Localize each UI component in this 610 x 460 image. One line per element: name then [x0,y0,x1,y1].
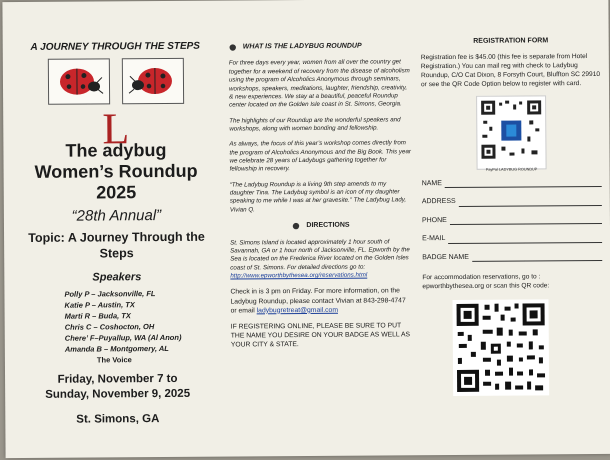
registration-fields [422,178,603,262]
checkin-text: Check in is 3 pm on Friday. For more information, on the Ladybug Roundup, please contact Vivian at 843-298-4747 or email ladybugretreat@gmail.com [230,287,406,315]
qr-code-icon [453,299,550,396]
founder-quote: “The Ladybug Roundup is a living 9th step amends to my daughter Tina. The Ladybug symbol is an icon of my daughter speaking to me while I was at her gravesite.” The Ladybug Lady, Vivian Q. [229,180,407,214]
registration-heading: REGISTRATION FORM [473,37,549,45]
registration-fee-text: Registration fee is $45.00 (this fee is separate from Hotel Registration.) You can mail reg with check to Ladybug Roundup, C/O Cat Dixon, 8 Forsyth Court, Bluffton SC 29910 or see the QR Code Option below to register with card. [420,53,601,89]
bug-bullet-icon [229,43,237,51]
qr-code-icon [477,96,545,162]
ladybug-photo-left [47,58,109,104]
date-start: Friday, November 7 to [57,372,178,386]
voice-label: The Voice [96,354,132,365]
title-ladybug-suffix: adybug [102,139,167,161]
focus-paragraph: As always, the focus of this year’s workshop comes directly from the program of Alcoholics Anonymous and the Big Book. This year we celebrate 28 years of Ladybugs gathering together for fellowship in recovery. [229,139,411,173]
topic: Topic: A Journey Through the Steps [28,229,205,261]
ladybug-images [13,58,218,105]
bug-bullet-icon [292,222,300,230]
highlights-paragraph: The highlights of our Roundup are the wonderful speakers and workshops, along with women bonding and fellowship. [229,115,401,133]
intro-paragraph: For three days every year, women from all over the country get together for a weekend of recovery from the disease of alcoholism using the program of Alcoholics Anonymous through seminars, workshops, speakers, meditations, laughter, friendship, creativity, & new experiences. We stay at a beautiful, peaceful Roundup center located on the Golden Isle coast in St. Simons, Georgia. [228,58,410,109]
speaker-item: Polly P – Jacksonville, FL [64,289,156,300]
title-line2: Women’s Roundup [34,160,198,182]
online-registration-note: IF REGISTERING ONLINE, PLEASE BE SURE TO PUT THE NAME YOU DESIRE ON YOUR BADGE AS WELL AS YOUR CITY & STATE. [230,322,411,349]
event-location: St. Simons, GA [76,412,160,426]
directions-heading: DIRECTIONS [230,220,412,231]
accommodation-text: For accommodation reservations, go to : epworthbythesea.org or scan this QR code: [422,273,550,291]
title-initial: L [102,104,130,154]
phone-field[interactable]: PHONE [422,215,602,226]
speaker-item: Marti R – Buda, TX [64,311,131,321]
contact-email-link[interactable]: ladybugretreat@gmail.com [256,306,339,315]
ladybug-icon [52,62,104,100]
speaker-item: Chris C – Coshocton, OH [64,322,155,332]
address-field[interactable]: ADDRESS [422,196,602,207]
middle-column [229,41,413,357]
accommodation-qr-code[interactable] [453,299,550,396]
flyer-page [2,0,610,458]
ladybug-photo-right [121,58,183,104]
title-year: 2025 [96,182,137,203]
speaker-item: Amanda B – Montgomery, AL [64,343,169,354]
speakers-heading: Speakers [92,271,142,284]
right-column [421,36,604,396]
event-title [13,140,218,205]
name-field[interactable]: NAME [422,178,602,189]
paypal-caption: PayPal LADYBUG ROUNDUP [485,167,538,172]
strapline: A JOURNEY THROUGH THE STEPS [30,40,201,53]
paypal-qr-code[interactable] [476,95,547,172]
speaker-list [14,289,219,356]
event-dates [15,371,220,403]
directions-link[interactable]: http://www.epworthbythesea.org/reservations.html [230,271,368,280]
badge-name-field[interactable]: BADGE NAME [422,252,602,263]
directions-text: St. Simons Island is located approximately 1 hour south of Savannah, GA or 1 hour north of Jacksonville, FL. Epworth by the Sea is located on the Frederica River located on the Golden Isles coast of St. Simons. For detailed directions go to: http://www.epworthbythesea.org/reservations.html [230,238,410,280]
annual-label: “28th Annual” [71,207,162,225]
what-is-heading: WHAT IS THE LADYBUG ROUNDUP [229,41,411,52]
date-end: Sunday, November 9, 2025 [45,387,191,401]
ladybug-icon [126,62,178,100]
title-the: The [65,140,98,161]
speaker-item: Chere’ F–Puyallup, WA (Al Anon) [64,332,182,343]
left-column [13,41,221,426]
speaker-item: Katie P – Austin, TX [64,300,135,310]
email-field[interactable]: E-MAIL [422,233,602,244]
